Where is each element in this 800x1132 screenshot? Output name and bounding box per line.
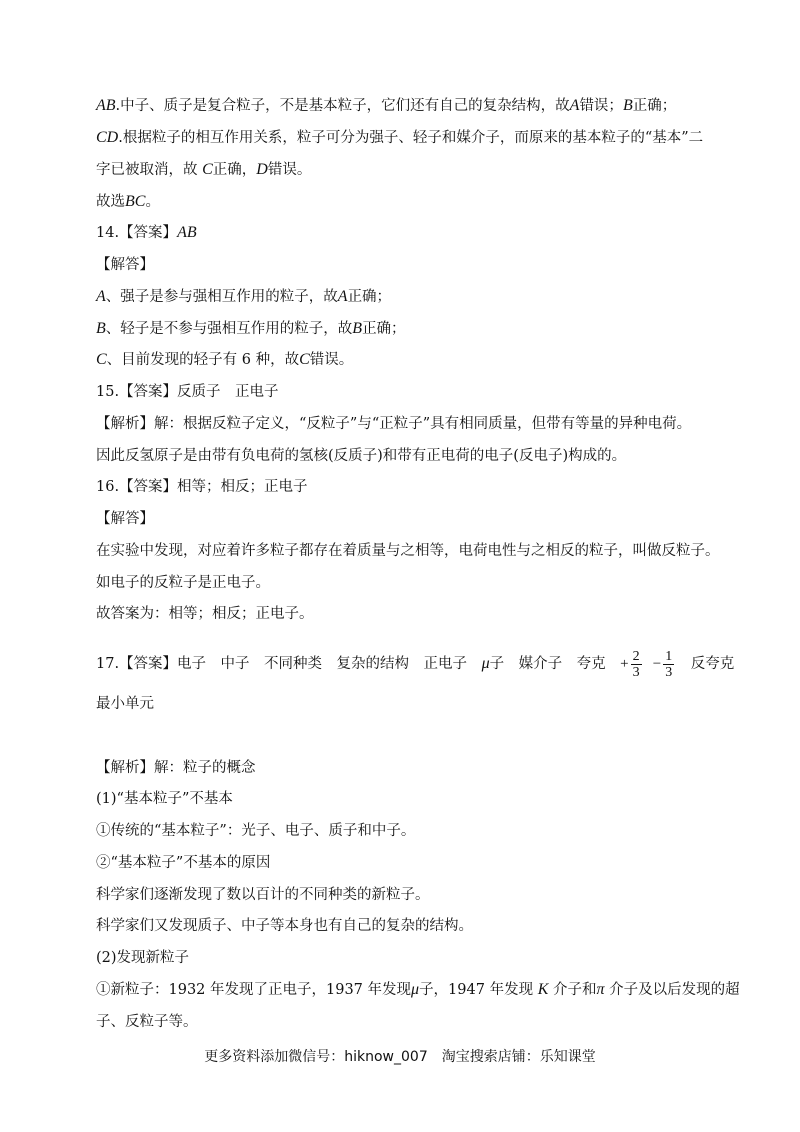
text-line: CD.根据粒子的相互作用关系，粒子可分为强子、轻子和媒介子，而原来的基本粒子的“基本”二 (96, 129, 704, 146)
page-footer: 更多资料添加微信号：hiknow_007 淘宝搜索店铺：乐知课堂 (204, 1049, 596, 1065)
fraction-one-third: $\frac{1}{3}$ (665, 648, 673, 680)
text-line: 科学家们逐渐发现了数以百计的不同种类的新粒子。 (96, 887, 430, 903)
text-line: C、目前发现的轻子有 6 种，故C错误。 (96, 351, 354, 368)
analysis-heading: 【解析】解：粒子的概念 (96, 760, 256, 776)
text-line: 科学家们又发现质子、中子等本身也有自己的复杂的结构。 (96, 918, 473, 934)
option-label: AB (96, 97, 116, 114)
text-line: ①传统的“基本粒子”：光子、电子、质子和中子。 (96, 823, 416, 839)
text-line: 因此反氢原子是由带有负电荷的氢核(反质子)和带有正电荷的电子(反电子)构成的。 (96, 448, 627, 464)
solution-heading: 【解答】 (96, 257, 154, 273)
text-line: A、强子是参与强相互作用的粒子，故A正确； (96, 288, 392, 305)
answer-heading-17: 17.【答案】电子 中子 不同种类 复杂的结构 正电子 μ子 媒介子 夸克 + $\frac{2}{3}$ − $\frac{1}{3}$ 反夸克 (96, 648, 735, 680)
text-line: 字已被取消，故 C正确，D错误。 (96, 161, 312, 178)
text-line: 如电子的反粒子是正电子。 (96, 575, 270, 591)
section-heading: (1)“基本粒子”不基本 (96, 791, 233, 807)
answer-heading-15: 15.【答案】反质子 正电子 (96, 384, 279, 400)
text-line: AB.中子、质子是复合粒子，不是基本粒子，它们还有自己的复杂结构，故A错误；B正确； (96, 97, 677, 114)
text-line: B、轻子是不参与强相互作用的粒子，故B正确； (96, 320, 406, 337)
text-line: 在实验中发现，对应着许多粒子都存在着质量与之相等，电荷电性与之相反的粒子，叫做反粒子。 (96, 543, 720, 559)
answer-heading-14: 14.【答案】AB (96, 224, 197, 241)
text-line: 故答案为：相等；相反；正电子。 (96, 606, 314, 622)
section-heading: (2)发现新粒子 (96, 950, 190, 966)
option-label: CD (96, 129, 119, 146)
text-line: 最小单元 (96, 696, 154, 712)
solution-heading: 【解答】 (96, 511, 154, 527)
text-line: 【解析】解：根据反粒子定义，“反粒子”与“正粒子”具有相同质量，但带有等量的异种电荷。 (96, 416, 692, 432)
text-line: ①新粒子：1932 年发现了正电子，1937 年发现μ子，1947 年发现 K 介子和π 介子及以后发现的超 (96, 981, 740, 998)
answer-heading-16: 16.【答案】相等；相反；正电子 (96, 479, 308, 495)
fraction-two-thirds: $\frac{2}{3}$ (632, 648, 640, 680)
text-line: 子、反粒子等。 (96, 1014, 198, 1030)
text-line: 故选BC。 (96, 193, 160, 210)
text-line: ②“基本粒子”不基本的原因 (96, 855, 271, 871)
